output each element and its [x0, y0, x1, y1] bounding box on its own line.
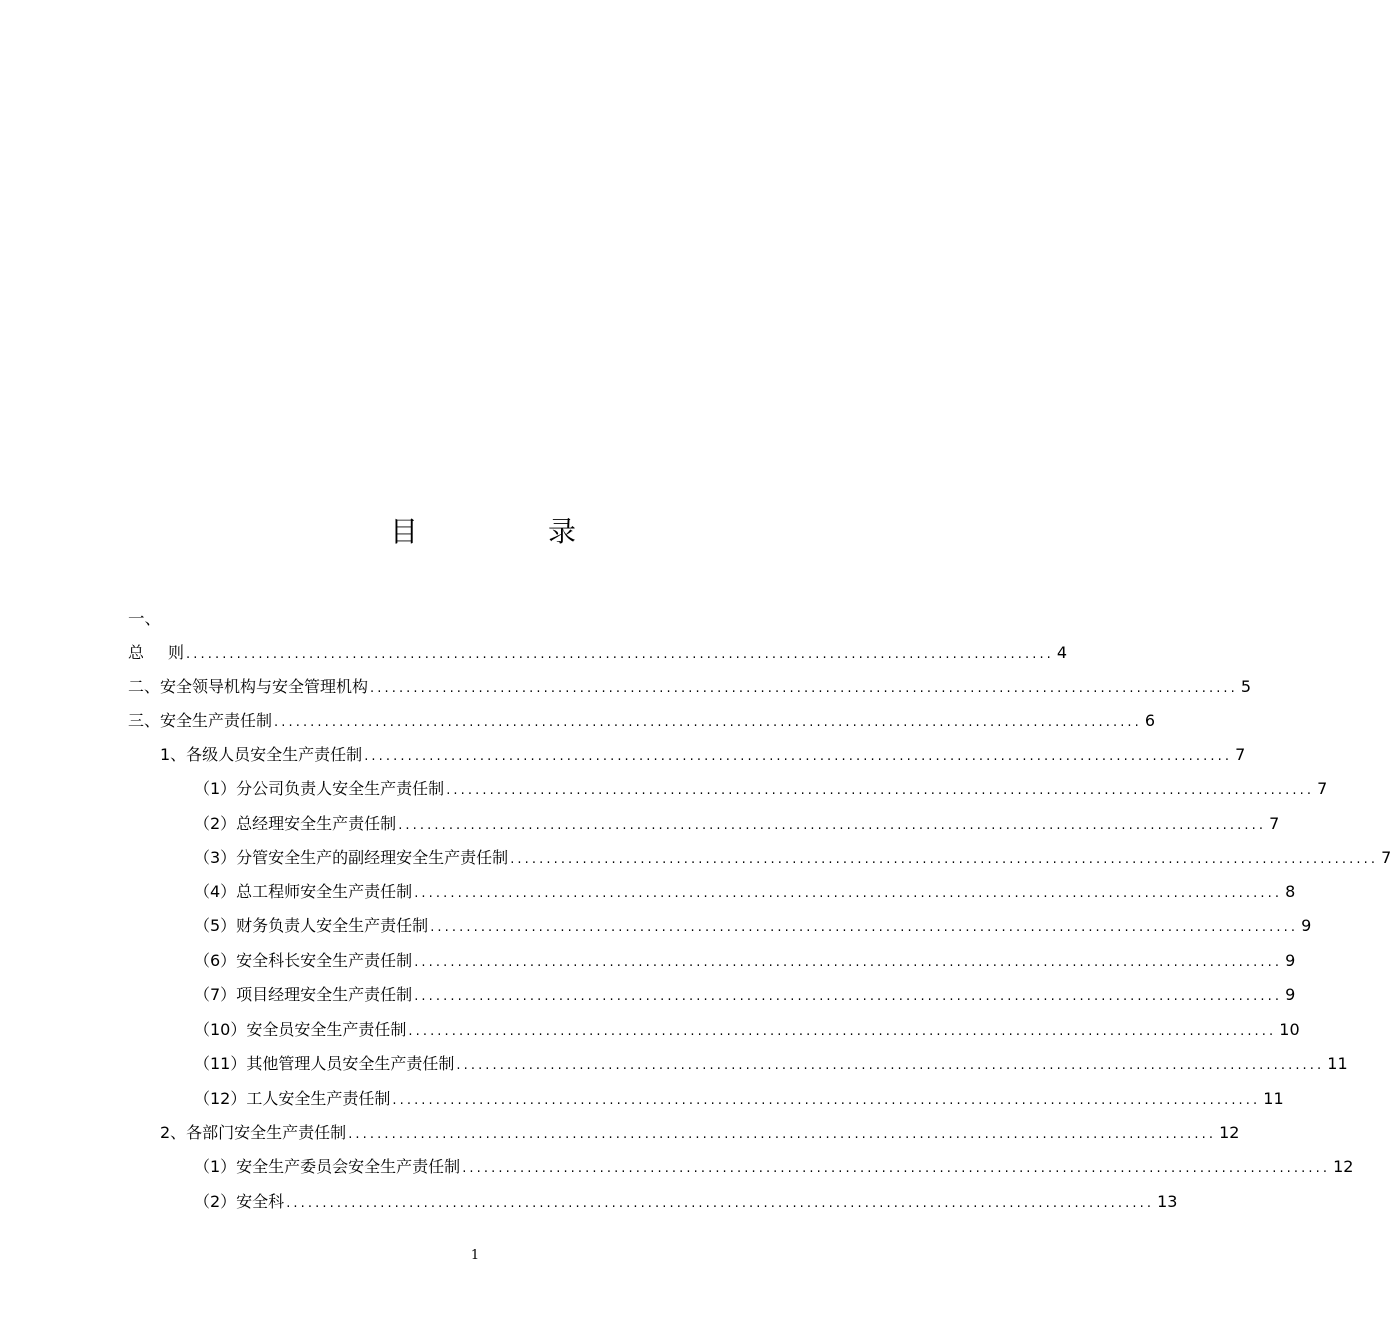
dot-leader: ........................................................................................................................ — [510, 852, 1379, 867]
dot-leader: ........................................................................................................................ — [274, 715, 1142, 730]
dot-leader: ........................................................................................................................ — [462, 1161, 1331, 1176]
toc-entry-label: （12）工人安全生产责任制 — [194, 1089, 391, 1108]
toc-entry[interactable] — [194, 1051, 1348, 1081]
toc-entry[interactable] — [194, 879, 1296, 909]
toc-entry-page: 6 — [1144, 711, 1156, 730]
toc-entry[interactable] — [128, 708, 1156, 738]
dot-leader: ........................................................................................................................ — [398, 818, 1267, 833]
dot-leader: ........................................................................................................................ — [446, 783, 1315, 798]
toc-entry[interactable] — [194, 1086, 1284, 1116]
toc-title-char-2: 录 — [548, 515, 577, 548]
dot-leader: ........................................................................................................................ — [286, 1196, 1155, 1211]
toc-entry[interactable] — [194, 845, 1391, 875]
toc-entry[interactable] — [194, 982, 1296, 1012]
dot-leader: ........................................................................................................................ — [370, 681, 1238, 696]
toc-entry-label: （10）安全员安全生产责任制 — [194, 1020, 407, 1039]
toc-entry-label-part-1: 总 — [128, 643, 145, 662]
toc-entry[interactable] — [160, 1120, 1240, 1150]
dot-leader: ........................................................................................................................ — [414, 955, 1283, 970]
page-number-footer: 1 — [470, 1248, 480, 1263]
toc-entry-label: （1）安全生产委员会安全生产责任制 — [194, 1157, 461, 1176]
dot-leader: ........................................................................................................................ — [414, 886, 1283, 901]
toc-entry-page: 10 — [1279, 1020, 1300, 1039]
toc-entry[interactable] — [194, 913, 1312, 943]
toc-entry-page: 9 — [1285, 951, 1296, 970]
toc-entry[interactable] — [160, 742, 1246, 772]
toc-entry-label: 三、安全生产责任制 — [128, 711, 273, 730]
toc-entry-label-part-2: 则 — [168, 643, 185, 662]
toc-entry-page: 12 — [1219, 1123, 1240, 1142]
toc-title — [0, 512, 950, 552]
toc-entry-page: 8 — [1285, 882, 1296, 901]
toc-entry-label: （5）财务负责人安全生产责任制 — [194, 916, 429, 935]
toc-entry-label: 二、安全领导机构与安全管理机构 — [128, 677, 369, 696]
toc-entry[interactable] — [194, 948, 1296, 978]
toc-entry-general-provisions[interactable] — [128, 640, 1068, 670]
toc-entry[interactable] — [194, 1189, 1178, 1219]
toc-entry[interactable] — [194, 1154, 1354, 1184]
toc-entry-page: 7 — [1317, 779, 1328, 798]
toc-entry-page: 11 — [1263, 1089, 1284, 1108]
toc-entry-label: （6）安全科长安全生产责任制 — [194, 951, 413, 970]
toc-entry-page: 13 — [1157, 1192, 1178, 1211]
toc-entry-page: 7 — [1269, 814, 1280, 833]
toc-entry-label: 1、各级人员安全生产责任制 — [160, 745, 363, 764]
dot-leader: ........................................................................................................................ — [456, 1058, 1325, 1073]
toc-entry-page: 12 — [1333, 1157, 1354, 1176]
toc-entry-page: 7 — [1381, 848, 1391, 867]
dot-leader: ........................................................................................................................ — [348, 1127, 1217, 1142]
toc-entry-label: （3）分管安全生产的副经理安全生产责任制 — [194, 848, 509, 867]
toc-entry-page: 5 — [1240, 677, 1252, 696]
toc-entry-label: （4）总工程师安全生产责任制 — [194, 882, 413, 901]
toc-entry-page: 11 — [1327, 1054, 1348, 1073]
toc-title-char-1: 目 — [390, 515, 419, 548]
toc-entry-label: （1）分公司负责人安全生产责任制 — [194, 779, 445, 798]
dot-leader: ........................................................................................................................ — [392, 1093, 1261, 1108]
toc-entry-label — [128, 640, 184, 663]
toc-entry-label: （7）项目经理安全生产责任制 — [194, 985, 413, 1004]
toc-entry[interactable] — [194, 776, 1328, 806]
dot-leader: ........................................................................................................................ — [364, 749, 1233, 764]
toc-entry[interactable] — [194, 1017, 1300, 1047]
toc-entry-label: （2）安全科 — [194, 1192, 285, 1211]
toc-entry-label: （2）总经理安全生产责任制 — [194, 814, 397, 833]
toc-entry[interactable] — [194, 811, 1280, 841]
toc-entry-label: 2、各部门安全生产责任制 — [160, 1123, 347, 1142]
dot-leader: ........................................................................................................................ — [414, 989, 1283, 1004]
toc-section-one-heading: 一、 — [128, 609, 161, 628]
toc-entry-page: 7 — [1235, 745, 1246, 764]
toc-entry-page: 9 — [1301, 916, 1312, 935]
dot-leader: ........................................................................................................................ — [408, 1024, 1277, 1039]
dot-leader: ........................................................................................................................ — [186, 647, 1054, 662]
toc-entry[interactable] — [128, 674, 1252, 704]
toc-entry-page: 4 — [1056, 643, 1068, 662]
toc-entry-label: （11）其他管理人员安全生产责任制 — [194, 1054, 455, 1073]
dot-leader: ........................................................................................................................ — [430, 920, 1299, 935]
toc-entry-page: 9 — [1285, 985, 1296, 1004]
